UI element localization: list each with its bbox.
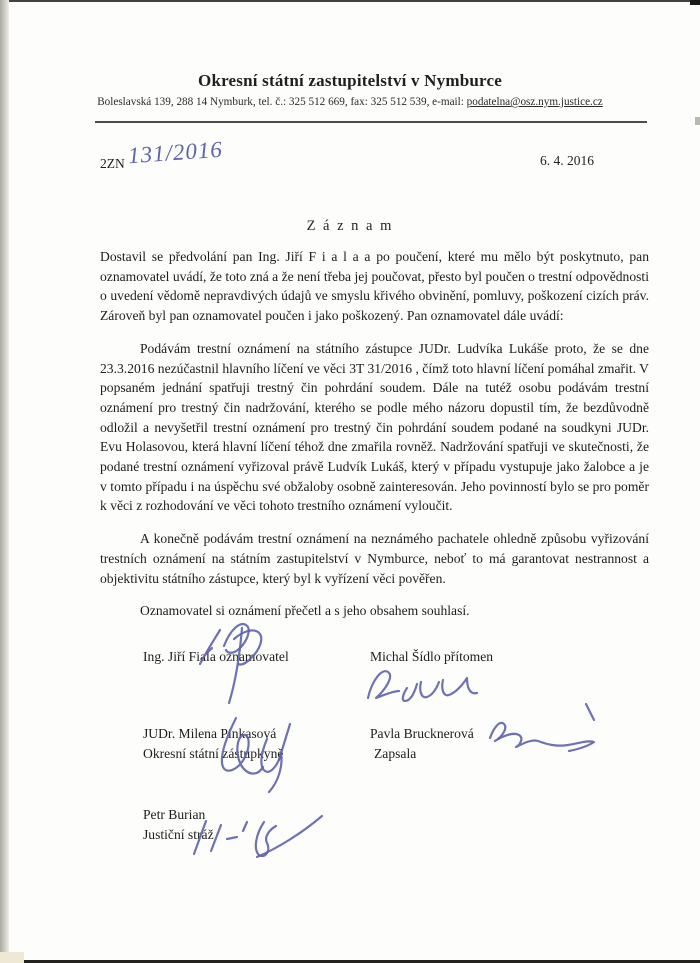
office-address-line [0,96,700,108]
signatory-name: Pavla Brucknerová [370,726,474,741]
signatory-role: Zapsala [374,746,417,761]
signature-sidlo-handwriting [362,662,482,706]
file-number-prefix: 2ZN [100,156,125,171]
signatory-role: Justiční stráž [143,827,214,842]
scan-edge-bottom-left-patch [0,952,24,963]
office-address-text: Boleslavská 139, 288 14 Nymburk, tel. č.: 325 512 669, fax: 325 512 539, e-mail: [97,96,467,108]
file-number-handwritten: 131/2016 [127,136,224,169]
scan-edge-right-mark [695,117,700,125]
signature-burian-handwriting [186,806,328,866]
signatory-brucknerova-label [370,724,474,764]
letterhead-divider [95,121,647,123]
scan-edge-top [0,0,700,2]
signature-fiala-handwriting [188,610,283,705]
signatory-name: Petr Burian [143,807,206,822]
document-title: Z á z n a m [306,218,394,234]
document-date: 6. 4. 2016 [540,153,594,168]
scan-edge-left [0,0,9,963]
signature-brucknerova-handwriting [482,698,604,762]
signature-pinkasova-handwriting [206,712,298,794]
signatory-name: Ing. Jiří Fiala oznamovatel [143,649,289,664]
closing-statement: Oznamovatel si oznámení přečetl a s jeho obsahem souhlasí. [140,603,470,619]
scan-edge-top-right-mark [690,0,700,5]
signatory-name: Michal Šídlo přítomen [370,649,494,664]
document-body [100,247,649,634]
signatory-name: JUDr. Milena Pinkasová [143,726,277,741]
office-email-link: podatelna@osz.nym.justice.cz [466,96,603,108]
signatory-role: Okresní státní zástupkyně [143,746,284,761]
paragraph-complaint-unknown-perpetrator: A konečně podávám trestní oznámení na neznámého pachatele ohledně způsobu vyřizování trestních oznámení na státním zastupitelství v Nymburce, neboť to má garantovat nestrannost a objektivitu státního zástupce, který byl k vyřízení věci pověřen. [100,531,649,586]
paragraph-complaint-lukas: Podávám trestní oznámení na státního zástupce JUDr. Ludvíka Lukáše proto, že se dne 23.3.2016 nezúčastnil hlavního líčení ve věci 3T 31/2016 , čímž toto hlavní líčení pomáhal zmařit. V popsaném jednání spatřuji trestný čin pohrdání soudem. Dále na tutéž osobu podávám trestní oznámení pro trestný čin nadržování, kterého se podle mého názoru dopustil tím, že bezdůvodně odložil a nevyšetřil trestní oznámení pro trestný čin pohrdání soudem podané na soudkyni JUDr. Evu Holasovou, která hlavní líčení téhož dne zmařila rovněž. Nadržování spatřuji ve skutečnosti, že podané trestní oznámení vyřizoval právě Ludvík Lukáš, který v případu vystupuje jako žalobce a je v tomto případu i na úspěchu své obžaloby osobně zainteresován. Jeho povinností bylo se pro poměr k věci z rozhodování ve věci tohoto trestního oznámení vyloučit. [100,340,649,514]
office-name: Okresní státní zastupitelství v Nymburce [198,71,502,90]
paragraph-introduction: Dostavil se předvolání pan Ing. Jiří F i a l a a po poučení, které mu mělo být poskytnuto, pan oznamovatel uvádí, že toto zná a že není třeba jej poučovat, přesto byl poučen o trestní odpovědnosti o uvedení vědomě nepravdivých údajů ve smyslu křivého obvinění, pomluvy, poškození cizích práv. Zároveň byl pan oznamovatel poučen i jako poškozený. Pan oznamovatel dále uvádí: [100,249,649,324]
